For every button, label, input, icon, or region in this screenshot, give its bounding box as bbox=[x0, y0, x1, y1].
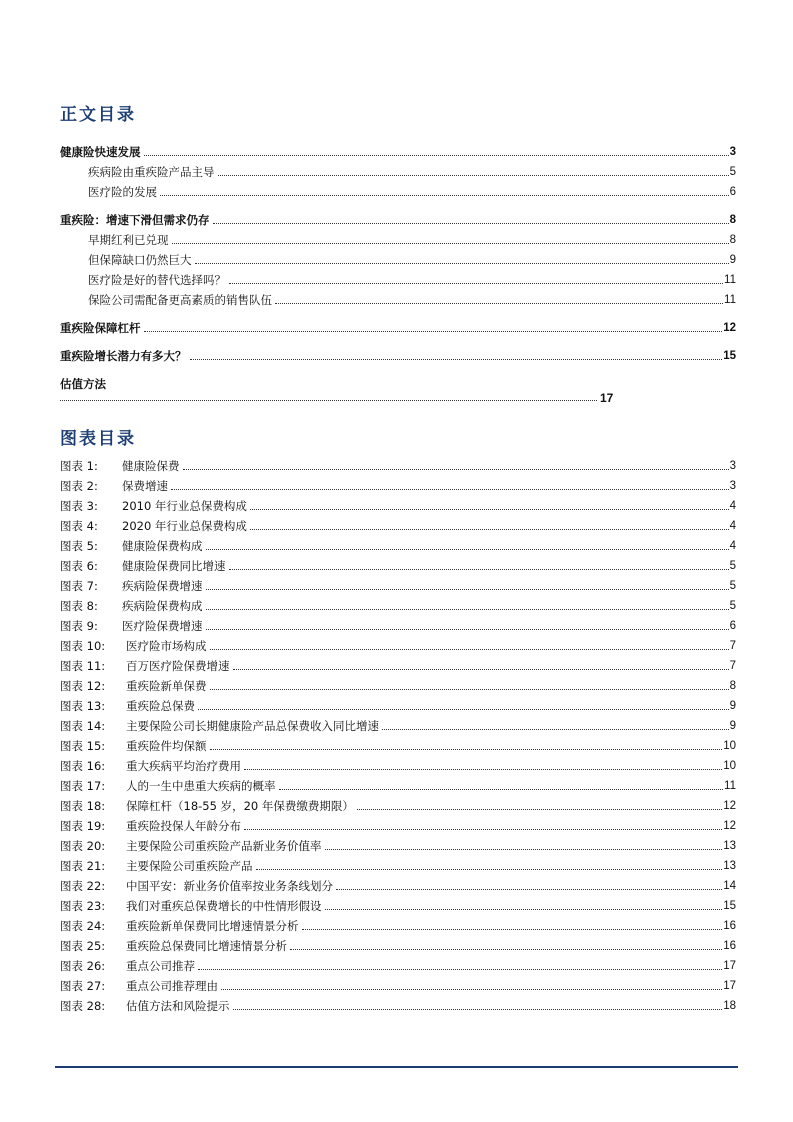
toc-entry-page: 9 bbox=[729, 254, 736, 266]
figure-leader-dots bbox=[206, 589, 729, 590]
figure-entry-page: 10 bbox=[723, 760, 736, 772]
figure-entry-label: 主要保险公司重疾险产品新业务价值率 bbox=[126, 839, 322, 853]
toc-entry-valuation[interactable] bbox=[60, 375, 736, 391]
figure-entry-page: 7 bbox=[729, 660, 736, 672]
figure-leader-dots bbox=[256, 869, 723, 870]
figure-entry-page: 11 bbox=[724, 780, 736, 792]
figure-entry[interactable] bbox=[60, 577, 736, 593]
figure-leader-dots bbox=[183, 469, 729, 470]
figure-number: 图表 15: bbox=[60, 739, 106, 753]
figure-entry[interactable] bbox=[60, 617, 736, 633]
figure-leader-dots bbox=[336, 889, 722, 890]
figure-number: 图表 22: bbox=[60, 879, 106, 893]
figure-entry-page: 8 bbox=[729, 680, 736, 692]
figure-entry-label: 医疗险保费增速 bbox=[122, 619, 203, 633]
footer-rule bbox=[55, 1066, 738, 1068]
figure-number: 图表 24: bbox=[60, 919, 106, 933]
figure-number: 图表 14: bbox=[60, 719, 106, 733]
toc-entry-label: 疾病险由重疾险产品主导 bbox=[88, 165, 215, 179]
figure-entry-label: 保障杠杆（18-55 岁，20 年保费缴费期限） bbox=[126, 799, 354, 813]
figure-entry-page: 18 bbox=[723, 1000, 736, 1012]
figure-entry[interactable] bbox=[60, 677, 736, 693]
figure-leader-dots bbox=[325, 909, 723, 910]
toc-leader-dots bbox=[275, 303, 723, 304]
figure-entry[interactable] bbox=[60, 837, 736, 853]
figure-entry[interactable] bbox=[60, 797, 736, 813]
toc-entry-page: 12 bbox=[723, 322, 736, 334]
figure-entry[interactable] bbox=[60, 717, 736, 733]
figure-entry-label: 健康险保费 bbox=[122, 459, 180, 473]
toc-entry[interactable] bbox=[60, 143, 736, 159]
figure-leader-dots bbox=[198, 969, 722, 970]
figure-entry-label: 2010 年行业总保费构成 bbox=[122, 499, 247, 513]
figure-number: 图表 2: bbox=[60, 479, 98, 493]
figure-entry-page: 17 bbox=[723, 980, 736, 992]
figure-entry[interactable] bbox=[60, 777, 736, 793]
figure-entry-label: 重大疾病平均治疗费用 bbox=[126, 759, 241, 773]
toc-leader-dots bbox=[60, 392, 597, 401]
toc-leader-dots bbox=[195, 263, 729, 264]
toc-entry[interactable] bbox=[60, 211, 736, 227]
figure-number: 图表 1: bbox=[60, 459, 98, 473]
figures-title: 图表目录 bbox=[60, 429, 136, 449]
figure-entry[interactable] bbox=[60, 637, 736, 653]
toc-leader-dots bbox=[144, 155, 729, 156]
figure-number: 图表 6: bbox=[60, 559, 98, 573]
figure-entry[interactable] bbox=[60, 977, 736, 993]
toc-entry-page: 5 bbox=[729, 166, 736, 178]
toc-entry-label: 但保障缺口仍然巨大 bbox=[88, 253, 192, 267]
figure-entry-label: 疾病险保费构成 bbox=[122, 599, 203, 613]
figure-leader-dots bbox=[233, 1009, 723, 1010]
figure-entry-page: 6 bbox=[729, 620, 736, 632]
toc-entry-page: 17 bbox=[600, 391, 614, 405]
figure-entry[interactable] bbox=[60, 737, 736, 753]
figure-entry-label: 重疾险投保人年龄分布 bbox=[126, 819, 241, 833]
figure-entry[interactable] bbox=[60, 857, 736, 873]
figure-entry[interactable] bbox=[60, 557, 736, 573]
figure-entry-label: 重点公司推荐 bbox=[126, 959, 195, 973]
figure-number: 图表 9: bbox=[60, 619, 98, 633]
figure-entry-page: 4 bbox=[729, 520, 736, 532]
figure-leader-dots bbox=[325, 849, 723, 850]
toc-entry-label: 医疗险的发展 bbox=[88, 185, 157, 199]
toc-entry[interactable] bbox=[88, 291, 736, 307]
figure-entry[interactable] bbox=[60, 457, 736, 473]
toc-entry-page: 8 bbox=[729, 234, 736, 246]
figure-number: 图表 7: bbox=[60, 579, 98, 593]
figure-number: 图表 18: bbox=[60, 799, 106, 813]
toc-leader-dots bbox=[144, 331, 723, 332]
toc-entry-label: 医疗险是好的替代选择吗？ bbox=[88, 273, 226, 287]
toc-entry-label: 估值方法 bbox=[60, 377, 106, 391]
figure-leader-dots bbox=[302, 929, 723, 930]
figure-entry-page: 5 bbox=[729, 600, 736, 612]
toc-leader-dots bbox=[229, 283, 723, 284]
figure-leader-dots bbox=[250, 509, 729, 510]
figure-leader-dots bbox=[250, 529, 729, 530]
figure-number: 图表 25: bbox=[60, 939, 106, 953]
figure-entry-page: 5 bbox=[729, 580, 736, 592]
toc-entry-label: 早期红利已兑现 bbox=[88, 233, 169, 247]
figure-number: 图表 11: bbox=[60, 659, 106, 673]
figure-entry-label: 重疾险总保费 bbox=[126, 699, 195, 713]
figure-number: 图表 3: bbox=[60, 499, 98, 513]
figure-leader-dots bbox=[290, 949, 722, 950]
toc-entry[interactable] bbox=[60, 347, 736, 363]
figure-entry[interactable] bbox=[60, 497, 736, 513]
figure-entry-page: 5 bbox=[729, 560, 736, 572]
figure-entry-label: 健康险保费构成 bbox=[122, 539, 203, 553]
figure-entry-page: 14 bbox=[723, 880, 736, 892]
figure-entry-label: 主要保险公司重疾险产品 bbox=[126, 859, 253, 873]
figure-entry-page: 9 bbox=[729, 720, 736, 732]
figure-entry[interactable] bbox=[60, 477, 736, 493]
figure-entry[interactable] bbox=[60, 517, 736, 533]
toc-leader-dots bbox=[213, 223, 729, 224]
figure-entry-page: 15 bbox=[723, 900, 736, 912]
figure-entry[interactable] bbox=[60, 957, 736, 973]
figure-number: 图表 17: bbox=[60, 779, 106, 793]
figure-entry-page: 4 bbox=[729, 540, 736, 552]
toc-entry[interactable] bbox=[88, 163, 736, 179]
figure-entry-page: 3 bbox=[729, 460, 736, 472]
figure-number: 图表 10: bbox=[60, 639, 106, 653]
figure-leader-dots bbox=[357, 809, 722, 810]
figure-leader-dots bbox=[279, 789, 724, 790]
toc-entry-label: 健康险快速发展 bbox=[60, 145, 141, 159]
figure-entry-page: 10 bbox=[723, 740, 736, 752]
figure-leader-dots bbox=[382, 729, 729, 730]
figure-entry-label: 我们对重疾总保费增长的中性情形假设 bbox=[126, 899, 322, 913]
figure-entry-page: 9 bbox=[729, 700, 736, 712]
figure-leader-dots bbox=[244, 769, 722, 770]
figure-number: 图表 12: bbox=[60, 679, 106, 693]
figure-entry[interactable] bbox=[60, 597, 736, 613]
figure-leader-dots bbox=[198, 709, 729, 710]
toc-title: 正文目录 bbox=[60, 105, 136, 125]
figure-entry-label: 医疗险市场构成 bbox=[126, 639, 207, 653]
toc-leader-dots bbox=[172, 243, 729, 244]
toc-entry[interactable] bbox=[60, 319, 736, 335]
figure-entry-page: 12 bbox=[723, 800, 736, 812]
figure-entry-label: 重疾险总保费同比增速情景分析 bbox=[126, 939, 287, 953]
figure-leader-dots bbox=[210, 749, 723, 750]
figure-entry-label: 重疾险新单保费同比增速情景分析 bbox=[126, 919, 299, 933]
figure-number: 图表 28: bbox=[60, 999, 106, 1013]
figure-entry-label: 保费增速 bbox=[122, 479, 168, 493]
figure-entry-label: 重疾险件均保额 bbox=[126, 739, 207, 753]
figure-number: 图表 23: bbox=[60, 899, 106, 913]
figure-number: 图表 8: bbox=[60, 599, 98, 613]
toc-leader-dots bbox=[190, 359, 723, 360]
figure-number: 图表 20: bbox=[60, 839, 106, 853]
figure-entry-page: 4 bbox=[729, 500, 736, 512]
figure-entry-page: 7 bbox=[729, 640, 736, 652]
toc-entry-label: 保险公司需配备更高素质的销售队伍 bbox=[88, 293, 272, 307]
toc-entry[interactable] bbox=[88, 251, 736, 267]
toc-entry[interactable] bbox=[88, 183, 736, 199]
figure-leader-dots bbox=[206, 629, 729, 630]
toc-entry[interactable] bbox=[88, 271, 736, 287]
figure-entry-label: 健康险保费同比增速 bbox=[122, 559, 226, 573]
figure-entry-label: 疾病险保费增速 bbox=[122, 579, 203, 593]
figure-entry-page: 17 bbox=[723, 960, 736, 972]
figure-leader-dots bbox=[210, 689, 729, 690]
figure-leader-dots bbox=[233, 669, 729, 670]
figure-entry-page: 16 bbox=[723, 940, 736, 952]
toc-entry[interactable] bbox=[88, 231, 736, 247]
toc-entry-page: 3 bbox=[729, 146, 736, 158]
figure-entry[interactable] bbox=[60, 537, 736, 553]
figure-entry[interactable] bbox=[60, 917, 736, 933]
toc-leader-dots bbox=[218, 175, 729, 176]
figure-entry[interactable] bbox=[60, 657, 736, 673]
toc-entry-page: 6 bbox=[729, 186, 736, 198]
figure-entry-label: 中国平安：新业务价值率按业务条线划分 bbox=[126, 879, 333, 893]
figure-leader-dots bbox=[210, 649, 729, 650]
figure-entry-label: 重点公司推荐理由 bbox=[126, 979, 218, 993]
figure-entry-label: 重疾险新单保费 bbox=[126, 679, 207, 693]
figure-leader-dots bbox=[221, 989, 722, 990]
figure-entry[interactable] bbox=[60, 997, 736, 1013]
figure-entry-label: 百万医疗险保费增速 bbox=[126, 659, 230, 673]
toc-entry-label: 重疾险保障杠杆 bbox=[60, 321, 141, 335]
toc-leader-dots bbox=[160, 195, 729, 196]
toc-entry-label: 重疾险：增速下滑但需求仍存 bbox=[60, 213, 210, 227]
toc-entry-page: 11 bbox=[724, 274, 736, 286]
figure-entry-page: 16 bbox=[723, 920, 736, 932]
figure-entry-label: 估值方法和风险提示 bbox=[126, 999, 230, 1013]
figure-number: 图表 27: bbox=[60, 979, 106, 993]
figure-leader-dots bbox=[244, 829, 722, 830]
figure-number: 图表 4: bbox=[60, 519, 98, 533]
figure-leader-dots bbox=[206, 549, 729, 550]
figure-number: 图表 13: bbox=[60, 699, 106, 713]
figure-leader-dots bbox=[206, 609, 729, 610]
figure-leader-dots bbox=[229, 569, 729, 570]
figure-entry-label: 2020 年行业总保费构成 bbox=[122, 519, 247, 533]
figure-entry-page: 3 bbox=[729, 480, 736, 492]
figure-entry[interactable] bbox=[60, 757, 736, 773]
figure-entry-label: 人的一生中患重大疾病的概率 bbox=[126, 779, 276, 793]
figure-entry[interactable] bbox=[60, 897, 736, 913]
figure-leader-dots bbox=[171, 489, 729, 490]
toc-entry-page: 11 bbox=[724, 294, 736, 306]
figure-entry-page: 13 bbox=[723, 860, 736, 872]
figure-entry-label: 主要保险公司长期健康险产品总保费收入同比增速 bbox=[126, 719, 379, 733]
figure-number: 图表 19: bbox=[60, 819, 106, 833]
figure-entry-page: 13 bbox=[723, 840, 736, 852]
figure-entry[interactable] bbox=[60, 937, 736, 953]
toc-entry-page: 8 bbox=[729, 214, 736, 226]
figure-number: 图表 21: bbox=[60, 859, 106, 873]
figure-entry-page: 12 bbox=[723, 820, 736, 832]
toc-entry-label: 重疾险增长潜力有多大？ bbox=[60, 349, 187, 363]
figure-entry[interactable] bbox=[60, 877, 736, 893]
figure-number: 图表 5: bbox=[60, 539, 98, 553]
figure-number: 图表 26: bbox=[60, 959, 106, 973]
figure-number: 图表 16: bbox=[60, 759, 106, 773]
figure-entry[interactable] bbox=[60, 697, 736, 713]
figure-entry[interactable] bbox=[60, 817, 736, 833]
toc-entry-page: 15 bbox=[723, 350, 736, 362]
